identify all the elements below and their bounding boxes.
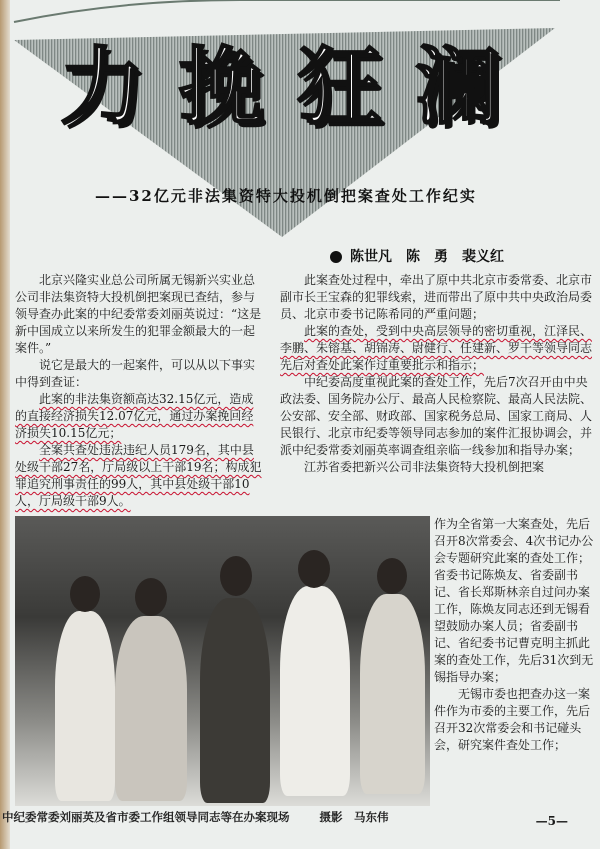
photo-row [15,516,598,806]
paragraph-text: 说它是最大的一起案件，可以从以下事实中得到查证： [15,358,256,389]
person-figure [200,598,270,803]
paragraph [15,357,265,391]
person-head [377,558,407,594]
paragraph-text: 江苏省委把新兴公司非法集资特大投机倒把案 [304,460,545,474]
article-body [2,272,598,829]
page-number: —5— [535,814,568,828]
title-char: 狂 [297,38,382,136]
paragraph [280,272,598,323]
person-head [70,576,100,612]
person-figure [360,594,425,794]
paragraph [280,374,598,459]
banner-arc [14,0,560,22]
paragraph [15,391,265,442]
article-title [60,38,500,136]
paragraph-text: 无锡市委也把查办这一案件作为市委的主要工作，先后召开32次常委会和书记碰头会，研究案件查处工作； [434,687,591,752]
paragraph-text: 中纪委高度重视此案的查处工作，先后7次召开由中央政法委、国务院办公厅、最高人民检察院、最高人民法院、公安部、安全部、财政部、国家税务总局、国家工商局、人民银行、北京市纪委等领导同志参加的案件汇报协调会，并派中纪委常委刘丽英率调查组亲临一线参加和指导办案； [280,375,593,457]
paragraph [434,686,598,754]
authors: 陈世凡 陈 勇 裴义红 [350,249,504,265]
person-head [135,578,167,616]
paragraph-text: 全案共查处违法违纪人员179名，其中县处级干部27名，厅局级以上干部19名；构成犯罪追究刑事责任的99人，其中县处级干部10人，厅局级干部9人。 [15,443,262,508]
text-columns-row [15,272,598,510]
person-figure [115,616,187,801]
title-char: 澜 [415,38,500,136]
person-figure [280,586,350,796]
paragraph-text: 此案的非法集资额高达32.15亿元，造成的直接经济损失12.07亿元，通过办案挽回经济损失10.15亿元； [15,392,254,440]
photo-caption [2,810,389,825]
page-footer [2,810,598,829]
paragraph [280,459,598,476]
photo-credit: 摄影 马东伟 [319,810,389,824]
person-figure [55,611,115,801]
left-column [15,272,265,510]
paragraph-text: 此案查处过程中，牵出了原中共北京市委常委、北京市副市长王宝森的犯罪线索，进而带出了原中共中央政治局委员、北京市委书记陈希同的严重问题； [280,273,593,321]
bullet-icon [330,251,342,263]
title-char: 力 [60,38,145,136]
narrow-column [434,516,598,754]
title-char: 挽 [178,38,263,136]
article-subtitle: ——32亿元非法集资特大投机倒把案查处工作纪实 [95,187,477,205]
paragraph [15,272,265,357]
paragraph-text: 作为全省第一大案查处，先后召开8次常委会、4次书记办公会专题研究此案的查处工作；省委书记陈焕友、省委副书记、省长郑斯林亲自过问办案工作，陈焕友同志还到无锡看望鼓励办案人员；省委副书记、省纪委书记曹克明主抓此案的查处工作，先后31次到无锡指导办案； [434,517,594,684]
person-head [220,556,252,596]
paragraph [434,516,598,686]
right-column [280,272,598,476]
person-head [298,550,330,588]
paragraph-text: 此案的查处，受到中央高层领导的密切重视，江泽民、李鹏、朱镕基、胡锦涛、尉健行、任建新、罗干等领导同志先后对查处此案作过重要批示和指示； [280,324,593,372]
caption-text: 中纪委常委刘丽英及省市委工作组领导同志等在办案现场 [2,810,290,824]
paragraph-text: 北京兴隆实业总公司所属无锡新兴实业总公司非法集资特大投机倒把案现已查结，参与领导查办此案的中纪委常委刘丽英说过：“这是新中国成立以来所发生的犯罪金额最大的一起案件。” [15,273,262,355]
paragraph [280,323,598,374]
paragraph [15,442,265,510]
news-photo [15,516,430,806]
byline [330,248,504,266]
